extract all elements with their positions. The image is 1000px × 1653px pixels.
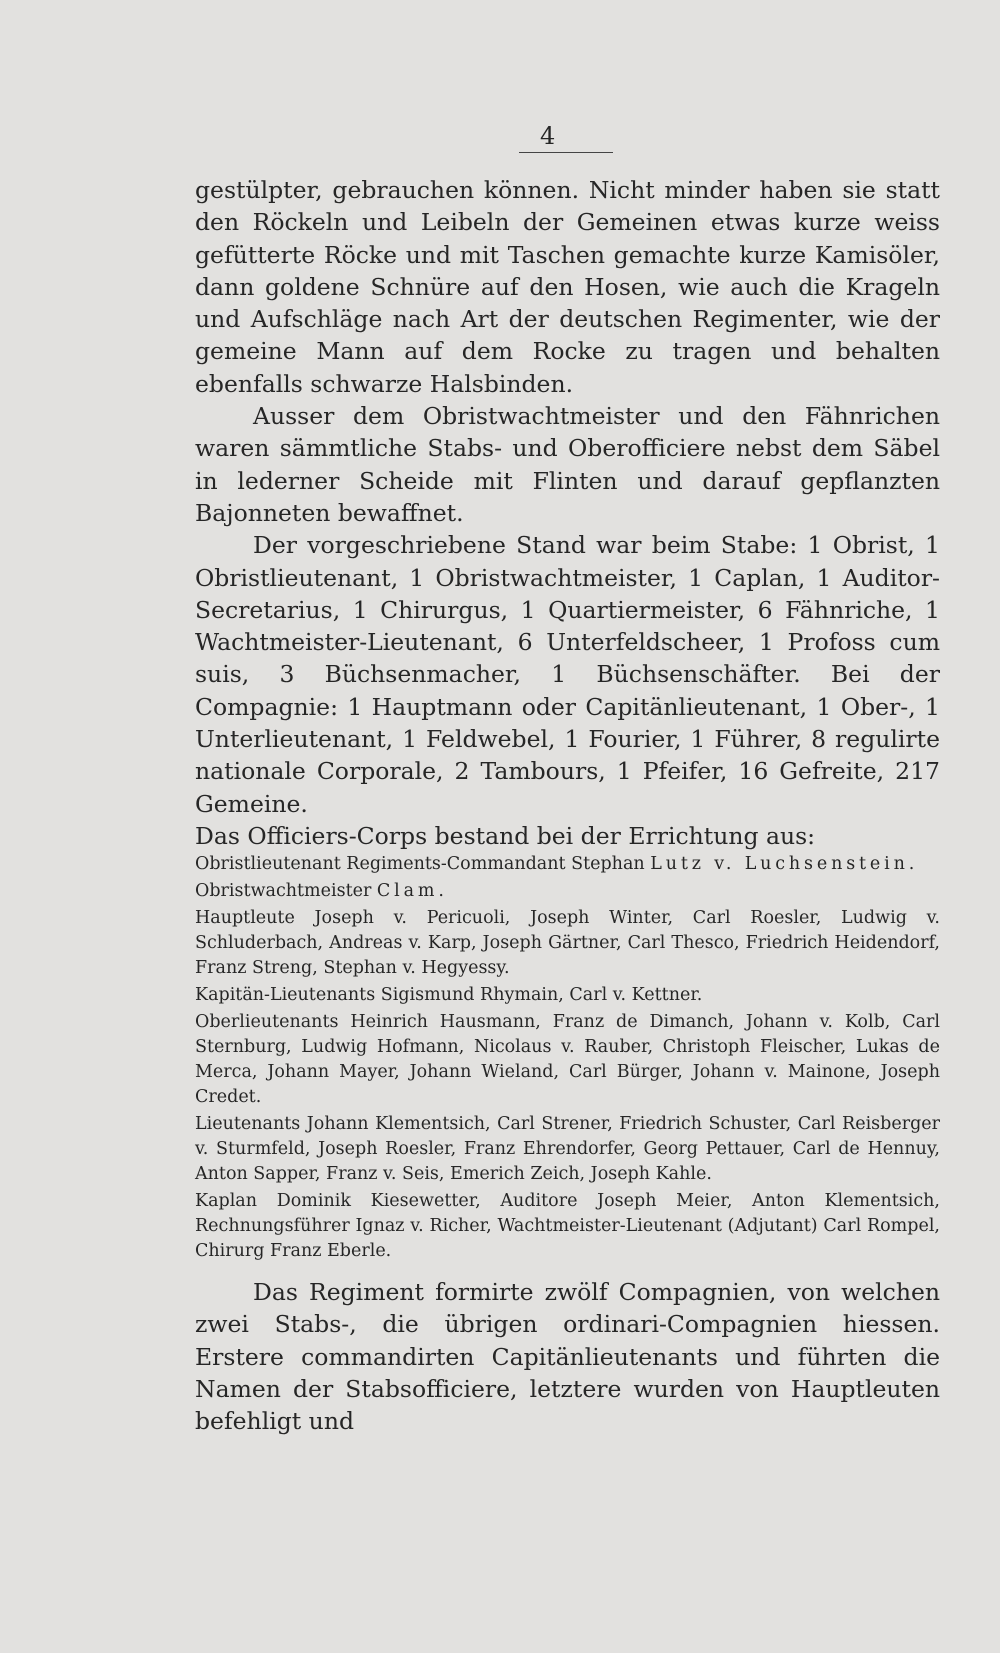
- officer-label: Obristlieutenant Regiments-Commandant Stephan: [195, 853, 645, 874]
- officer-names: Dominik Kiesewetter, Auditore Joseph Meier, Anton Klementsich, Rechnungsführer Ignaz v. Richer, Wachtmeister-Lieutenant (Adjutant) Carl Rompel, Chirurg Franz Eberle.: [195, 1190, 940, 1261]
- officer-names: Joseph v. Pericuoli, Joseph Winter, Carl Roesler, Ludwig v. Schluderbach, Andreas v. Karp, Joseph Gärtner, Carl Thesco, Friedrich Heidendorf, Franz Streng, Stephan v. Hegyessy.: [195, 907, 940, 978]
- officer-name: Clam.: [376, 880, 448, 901]
- body-text: [195, 174, 940, 1437]
- officer-label: Hauptleute: [195, 907, 295, 928]
- officer-names: Johann Klementsich, Carl Strener, Friedrich Schuster, Carl Reisberger v. Sturmfeld, Joseph Roesler, Franz Ehrendorfer, Georg Pettauer, Carl de Hennuy, Anton Sapper, Franz v. Seis, Emerich Zeich, Joseph Kahle.: [195, 1113, 940, 1184]
- page-number: 4: [540, 122, 556, 150]
- officer-names: Sigismund Rhymain, Carl v. Kettner.: [380, 984, 703, 1005]
- officer-entry-lieutenants: [195, 1112, 940, 1187]
- officer-names: Heinrich Hausmann, Franz de Dimanch, Johann v. Kolb, Carl Sternburg, Ludwig Hofmann, Nicolaus v. Rauber, Christoph Fleischer, Lukas de Merca, Johann Mayer, Johann Wieland, Carl Bürger, Johann v. Mainone, Joseph Credet.: [195, 1011, 940, 1107]
- officer-label: Lieutenants: [195, 1113, 301, 1134]
- officers-heading: Das Officiers-Corps bestand bei der Errichtung aus:: [195, 821, 816, 850]
- officer-entry-hauptleute: [195, 906, 940, 981]
- officer-entry-oberlieutenants: [195, 1010, 940, 1110]
- officer-label: Kapitän-Lieutenants: [195, 984, 376, 1005]
- page-number-rule: [519, 152, 613, 153]
- closing-paragraph: Das Regiment formirte zwölf Compagnien, von welchen zwei Stabs-, die übrigen ordinari-Compagnien hiessen. Erstere commandirten Capitänlieutenants und führten die Namen der Stabsofficiere, letztere wurden von Hauptleuten befehligt und: [195, 1277, 940, 1436]
- officer-label: Kaplan: [195, 1190, 258, 1211]
- paragraph-3: Der vorgeschriebene Stand war beim Stabe: 1 Obrist, 1 Obristlieutenant, 1 Obristwachtmeister, 1 Caplan, 1 Auditor-Secretarius, 1 Chirurgus, 1 Quartiermeister, 6 Fähnriche, 1 Wachtmeister-Lieutenant, 6 Unterfeldscheer, 1 Profoss cum suis, 3 Büchsenmacher, 1 Büchsenschäfter. Bei der Compagnie: 1 Hauptmann oder Capitänlieutenant, 1 Ober-, 1 Unterlieutenant, 1 Feldwebel, 1 Fourier, 1 Führer, 8 regulirte nationale Corporale, 2 Tambours, 1 Pfeifer, 16 Gefreite, 217 Gemeine.: [195, 531, 940, 818]
- paragraph-2: Ausser dem Obristwachtmeister und den Fähnrichen waren sämmtliche Stabs- und Oberofficiere nebst dem Säbel in lederner Scheide mit Flinten und darauf gepflanzten Bajonneten bewaffnet.: [195, 402, 940, 527]
- officer-entry-kapitaen-lieutenants: [195, 983, 940, 1008]
- officer-entry-obristwachtmeister: [195, 879, 940, 904]
- officer-name: Lutz v. Luchsenstein.: [650, 853, 919, 874]
- officer-entry-obristlieutenant: [195, 852, 940, 877]
- officer-label: Obristwachtmeister: [195, 880, 372, 901]
- officer-entry-kaplan: [195, 1189, 940, 1264]
- officer-label: Oberlieutenants: [195, 1011, 339, 1032]
- paragraph-1: gestülpter, gebrauchen können. Nicht minder haben sie statt den Röckeln und Leibeln der Gemeinen etwas kurze weiss gefütterte Röcke und mit Taschen gemachte kurze Kamisöler, dann goldene Schnüre auf den Hosen, wie auch die Krageln und Aufschläge nach Art der deutschen Regimenter, wie der gemeine Mann auf dem Rocke zu tragen und behalten ebenfalls schwarze Halsbinden.: [195, 176, 940, 398]
